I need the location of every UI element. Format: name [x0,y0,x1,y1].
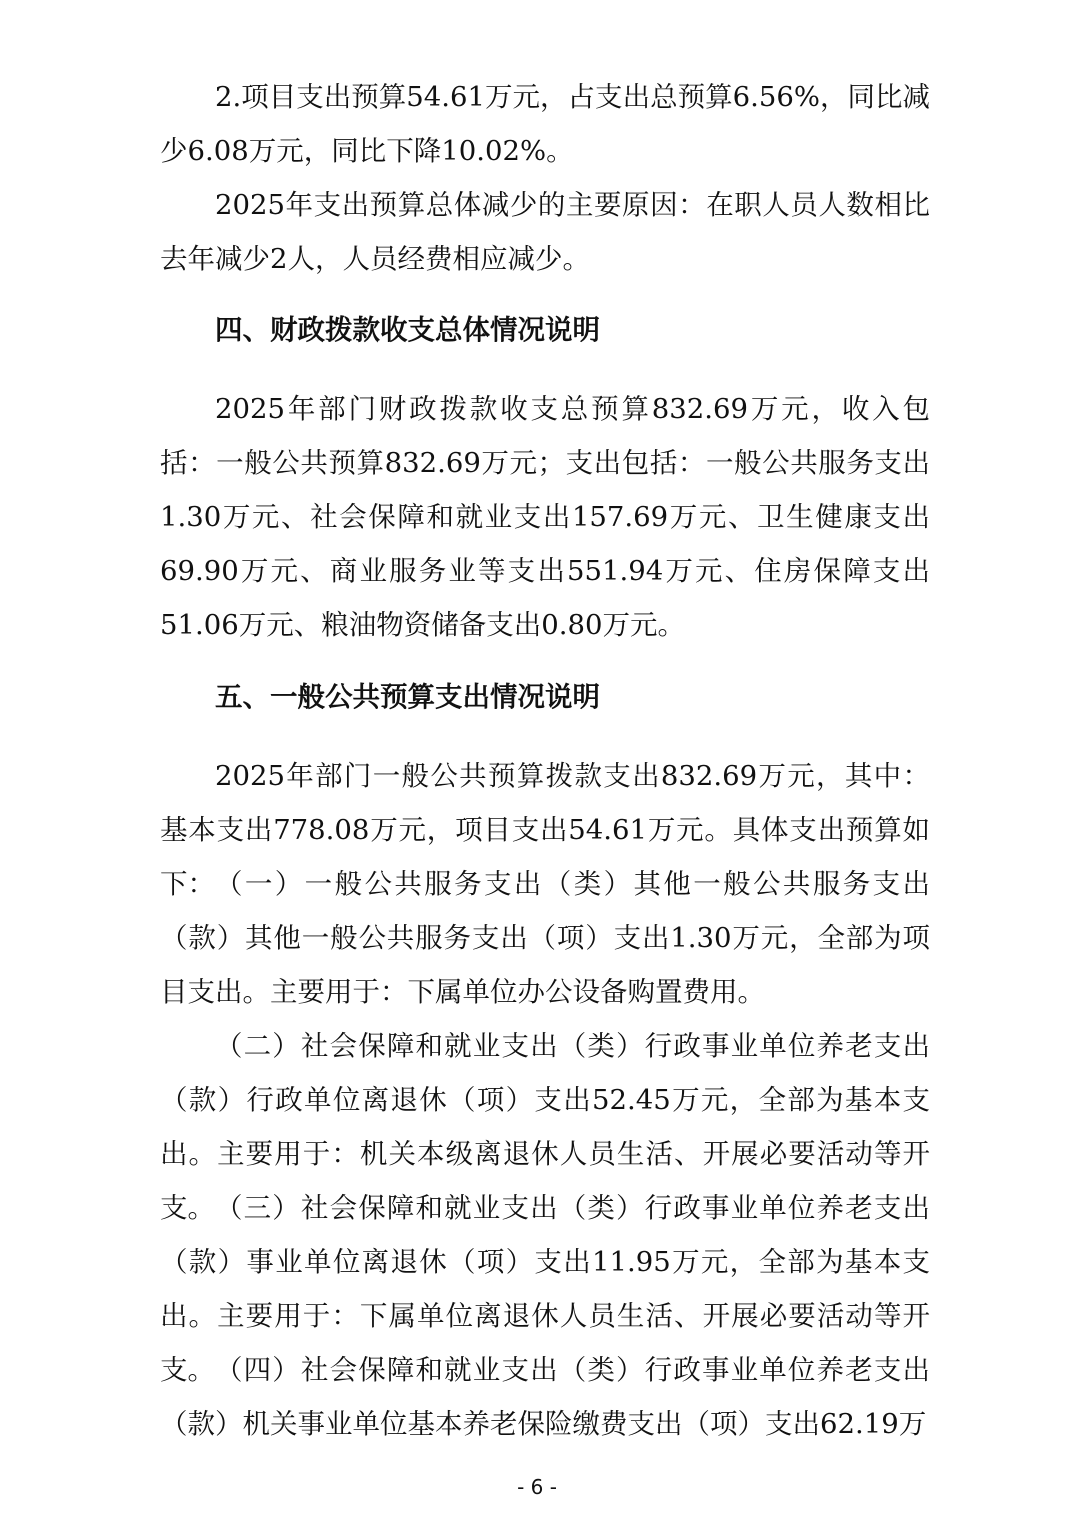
paragraph-fiscal-overview: 2025年部门财政拨款收支总预算832.69万元，收入包括：一般公共预算832.69万元；支出包括：一般公共服务支出1.30万元、社会保障和就业支出157.69万元、卫生健康支出69.90万元、商业服务业等支出551.94万元、住房保障支出51.06万元、粮油物资储备支出0.80万元。 [160,393,930,641]
heading-section-four: 四、财政拨款收支总体情况说明 [215,314,600,346]
page-number: - 6 - [517,1475,557,1499]
heading-section-five: 五、一般公共预算支出情况说明 [215,681,600,713]
paragraph-item-two: （二）社会保障和就业支出（类）行政事业单位养老支出（款）行政单位离退休（项）支出52.45万元，全部为基本支出。主要用于：机关本级离退休人员生活、开展必要活动等开支。 [160,1030,930,1224]
paragraph-item-one: （一）一般公共服务支出（类）其他一般公共服务支出（款）其他一般公共服务支出（项）支出1.30万元，全部为项目支出。主要用于：下属单位办公设备购置费用。 [160,868,930,1008]
paragraph-decrease-reason: 2025年支出预算总体减少的主要原因：在职人员人数相比去年减少2人，人员经费相应减少。 [160,189,930,275]
paragraph-item-three: （三）社会保障和就业支出（类）行政事业单位养老支出（款）事业单位离退休（项）支出11.95万元，全部为基本支出。主要用于：下属单位离退休人员生活、开展必要活动等开支。 [160,1192,930,1386]
paragraph-project-expenditure: 2.项目支出预算54.61万元，占支出总预算6.56%，同比减少6.08万元，同比下降10.02%。 [160,81,930,167]
paragraph-general-budget: 2025年部门一般公共预算拨款支出832.69万元，其中：基本支出778.08万元，项目支出54.61万元。具体支出预算如下： [160,760,930,900]
paragraph-item-four: （四）社会保障和就业支出（类）行政事业单位养老支出（款）机关事业单位基本养老保险缴费支出（项）支出62.19万 [160,1354,930,1440]
